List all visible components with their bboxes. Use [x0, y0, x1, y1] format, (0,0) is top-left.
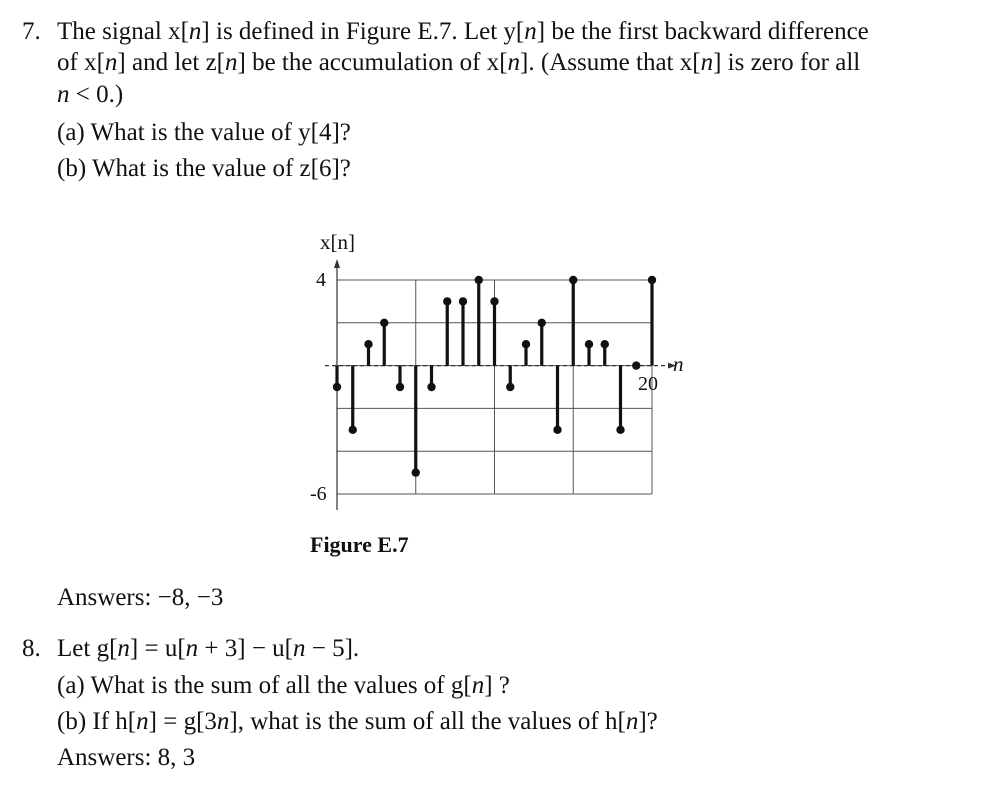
problem-7-text-line-2: of x[n] and let z[n] be the accumulation of x[n]. (Assume that x[n] is zero for all — [57, 49, 861, 76]
problem-7-text-line-3: n < 0.) — [57, 81, 124, 108]
x-tick-label-20: 20 — [638, 373, 658, 395]
problem-7-number: 7. — [22, 18, 41, 45]
x-axis-label: n — [673, 352, 684, 376]
problem-7-part-a: (a) What is the value of y[4]? — [57, 119, 351, 146]
stem-marker — [632, 361, 640, 369]
stem-marker — [333, 383, 341, 391]
stem-marker — [490, 297, 498, 305]
problem-7-text-line-1: The signal x[n] is defined in Figure E.7. Let y[n] be the first backward difference — [57, 18, 869, 45]
problem-8-answers: Answers: 8, 3 — [57, 744, 196, 771]
stem-marker — [475, 276, 483, 284]
y-axis-arrow — [334, 259, 340, 268]
stem-marker — [396, 383, 404, 391]
y-axis-label: x[n] — [320, 230, 355, 254]
stem-marker — [412, 468, 420, 476]
stem-marker — [522, 340, 530, 348]
problem-7-answers: Answers: −8, −3 — [57, 584, 224, 611]
stem-marker — [553, 426, 561, 434]
stem-marker — [349, 426, 357, 434]
problem-8-number: 8. — [22, 635, 41, 662]
stem-marker — [427, 383, 435, 391]
stem-marker — [648, 276, 656, 284]
stem-marker — [459, 297, 467, 305]
figure-caption: Figure E.7 — [310, 532, 409, 557]
problem-8-part-a: (a) What is the sum of all the values of g[n] ? — [57, 672, 510, 699]
stem-marker — [616, 426, 624, 434]
stem-marker — [380, 319, 388, 327]
stem-marker — [443, 297, 451, 305]
stem-marker — [585, 340, 593, 348]
plot-axes — [325, 259, 676, 510]
problem-7-part-b: (b) What is the value of z[6]? — [57, 155, 351, 182]
y-tick-label-neg6: -6 — [310, 483, 327, 505]
problem-8-text-line-1: Let g[n] = u[n + 3] − u[n − 5]. — [57, 635, 360, 662]
stem-marker — [538, 319, 546, 327]
stem-marker — [601, 340, 609, 348]
y-tick-label-4: 4 — [316, 269, 326, 291]
problem-8-part-b: (b) If h[n] = g[3n], what is the sum of all the values of h[n]? — [57, 708, 658, 735]
stem-marker — [364, 340, 372, 348]
stem-marker — [506, 383, 514, 391]
stem-marker — [569, 276, 577, 284]
